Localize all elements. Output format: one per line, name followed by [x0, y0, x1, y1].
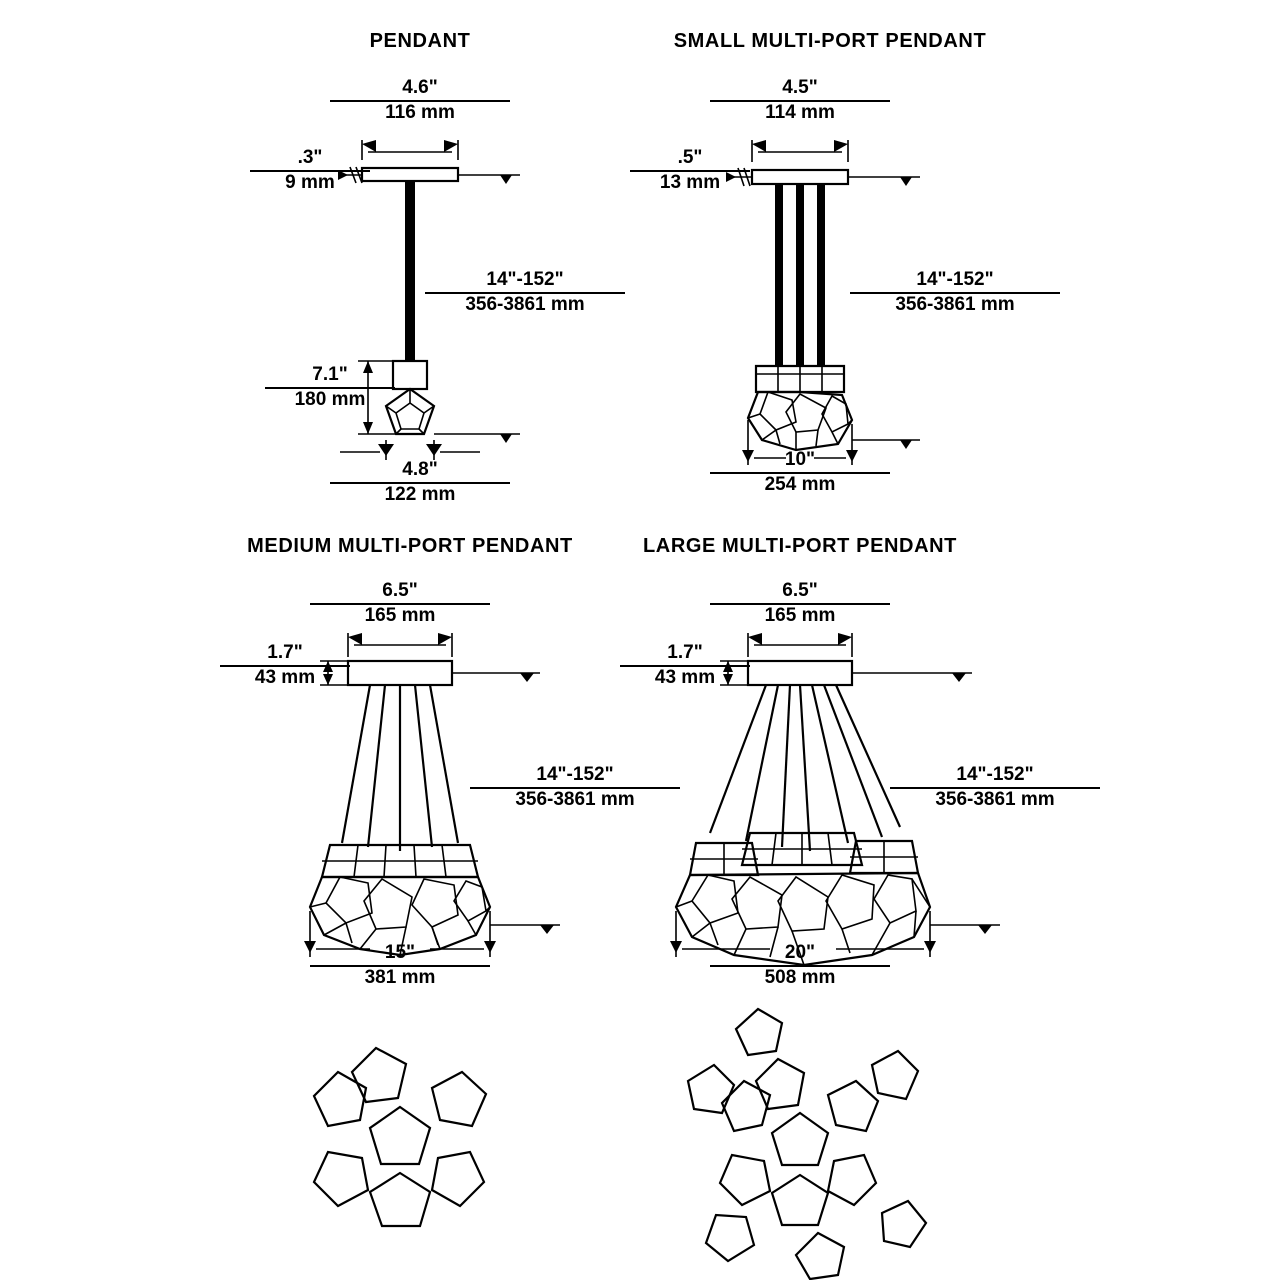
dim-value-imperial: 1.7" [220, 643, 350, 667]
dim-value-metric: 13 mm [659, 171, 721, 193]
dim-value-imperial: .5" [630, 148, 750, 172]
dim-value-metric: 43 mm [654, 666, 716, 688]
dim-value-imperial: 6.5" [710, 581, 890, 605]
medium-plan-view-drawing [270, 1010, 530, 1240]
dim-value-imperial: 20" [710, 943, 890, 967]
dim-value-imperial: 1.7" [620, 643, 750, 667]
dim-value-imperial: 10" [710, 450, 890, 474]
dim-value-metric: 254 mm [764, 473, 836, 495]
panel-pendant [220, 20, 620, 520]
dim-value-metric: 356-3861 mm [895, 293, 1015, 315]
panel-large-multi-port-pendant [600, 525, 1100, 1025]
dim-value-metric: 356-3861 mm [465, 293, 585, 315]
dim-value-imperial: 14"-152" [470, 765, 680, 789]
dim-value-metric: 116 mm [385, 101, 455, 123]
dim-value-metric: 356-3861 mm [515, 788, 635, 810]
panel-title-pendant: PENDANT [369, 30, 471, 52]
dim-value-metric: 9 mm [285, 171, 335, 193]
large-multi-port-drawing [600, 525, 1100, 1025]
dim-value-metric: 356-3861 mm [935, 788, 1055, 810]
dim-value-imperial: 7.1" [265, 365, 395, 389]
dim-value-imperial: 14"-152" [425, 270, 625, 294]
dim-value-metric: 180 mm [294, 388, 366, 410]
dim-value-imperial: 4.8" [330, 460, 510, 484]
dim-value-metric: 381 mm [364, 966, 436, 988]
dim-value-imperial: 14"-152" [890, 765, 1100, 789]
large-plan-view-drawing [650, 1005, 950, 1270]
dim-value-metric: 43 mm [254, 666, 316, 688]
medium-multi-port-drawing [200, 525, 660, 1025]
panel-small-multi-port-pendant [600, 20, 1060, 520]
dim-value-imperial: 4.5" [710, 78, 890, 102]
dim-value-imperial: 14"-152" [850, 270, 1060, 294]
dim-value-imperial: 4.6" [330, 78, 510, 102]
dim-value-imperial: .3" [250, 148, 370, 172]
dim-value-metric: 114 mm [765, 101, 835, 123]
small-multi-port-drawing [600, 20, 1060, 520]
dim-value-metric: 508 mm [764, 966, 836, 988]
dim-value-imperial: 15" [310, 943, 490, 967]
dim-value-metric: 122 mm [384, 483, 456, 505]
panel-medium-multi-port-pendant [200, 525, 660, 1025]
dim-value-metric: 165 mm [364, 604, 436, 626]
panel-title-small-multi-port: SMALL MULTI-PORT PENDANT [673, 30, 987, 52]
dim-value-metric: 165 mm [764, 604, 836, 626]
panel-title-large-multi-port: LARGE MULTI-PORT PENDANT [642, 535, 957, 557]
pendant-drawing [220, 20, 620, 520]
panel-title-medium-multi-port: MEDIUM MULTI-PORT PENDANT [247, 535, 573, 557]
large-plan-view [650, 1005, 950, 1270]
dim-value-imperial: 6.5" [310, 581, 490, 605]
medium-plan-view [270, 1010, 530, 1240]
